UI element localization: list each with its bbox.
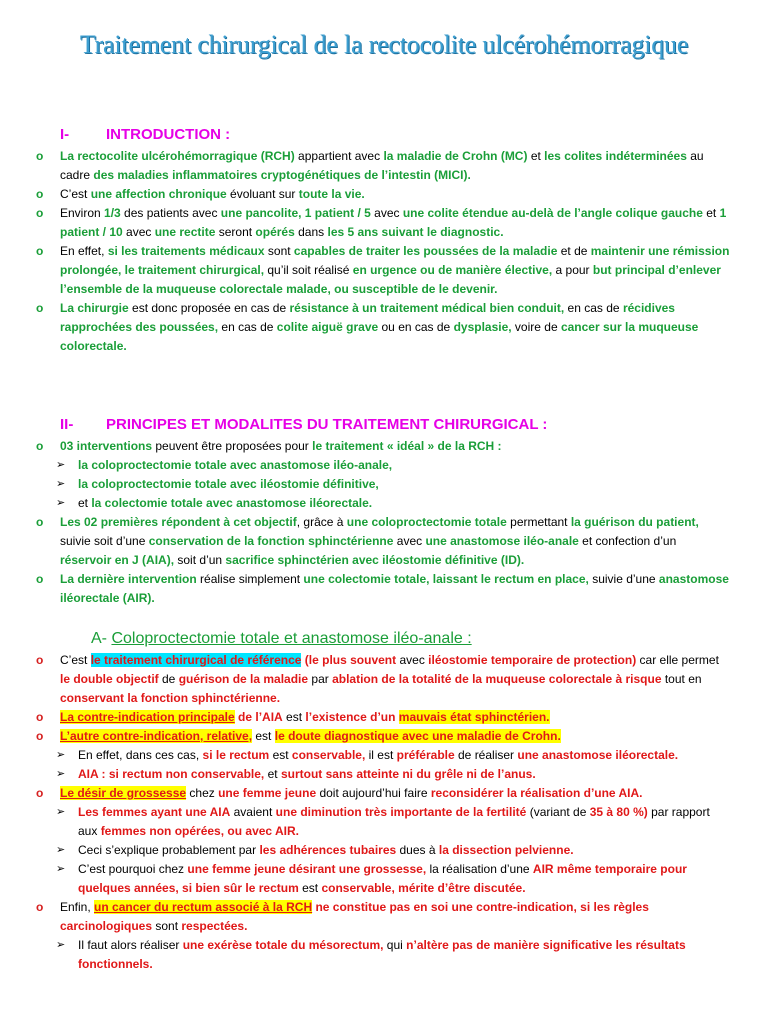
list-item: o La chirurgie est donc proposée en cas de résistance à un traitement médical bien conduit, en cas de récidives rapprochées des poussées, en cas de colite aiguë grave ou en cas de dysplasie, voire de cancer sur la muqueuse colorectale. xyxy=(36,301,699,353)
subsection-a-list xyxy=(0,651,768,974)
subsection-title: Coloproctectomie totale et anastomose iléo-anale : xyxy=(111,630,472,647)
subsection-heading-a xyxy=(91,630,472,648)
list-item: o La contre-indication principale de l’AIA est l’existence d’un mauvais état sphinctérien. xyxy=(0,708,768,727)
bullet-icon: o xyxy=(36,206,44,220)
bullet-icon: o xyxy=(36,653,44,667)
list-item: ➢ la coloproctectomie totale avec anastomose iléo-anale, xyxy=(0,456,768,475)
list-item: o En effet, si les traitements médicaux sont capables de traiter les poussées de la maladie et de maintenir une rémission prolongée, le traitement chirurgical, qu’il soit réalisé en urgence ou de manière élective, a pour but principal d’enlever l’ensemble de la muqueuse colorectale malade, ou susceptible de le devenir. xyxy=(36,244,730,296)
list-item: o Environ 1/3 des patients avec une pancolite, 1 patient / 5 avec une colite étendue au-delà de l’angle colique gauche et 1 patient / 10 avec une rectite seront opérés dans les 5 ans suivant le diagnostic. xyxy=(36,206,727,239)
section-title: INTRODUCTION : xyxy=(106,126,231,143)
section-heading-principes xyxy=(60,416,547,433)
arrow-bullet-icon: ➢ xyxy=(56,768,66,780)
list-item: ➢ Ceci s’explique probablement par les adhérences tubaires dues à la dissection pelvienne. xyxy=(0,841,768,860)
principes-list xyxy=(0,437,768,608)
bullet-icon: o xyxy=(36,244,44,258)
list-item: o Le désir de grossesse chez une femme jeune doit aujourd’hui faire reconsidérer la réalisation d’une AIA. xyxy=(0,784,768,803)
arrow-bullet-icon: ➢ xyxy=(56,939,66,951)
list-item: o 03 interventions peuvent être proposées pour le traitement « idéal » de la RCH : xyxy=(0,437,768,456)
list-item: o L’autre contre-indication, relative, est le doute diagnostique avec une maladie de Crohn. xyxy=(0,727,768,746)
bullet-icon: o xyxy=(36,710,44,724)
list-item: ➢ Les femmes ayant une AIA avaient une diminution très importante de la fertilité (variant de 35 à 80 %) par rapport aux femmes non opérées, ou avec AIR. xyxy=(56,805,710,838)
bullet-icon: o xyxy=(36,439,44,453)
bullet-icon: o xyxy=(36,515,44,529)
bullet-icon: o xyxy=(36,149,44,163)
arrow-bullet-icon: ➢ xyxy=(56,478,66,490)
section-number: I- xyxy=(60,126,70,143)
bullet-icon: o xyxy=(36,187,44,201)
subsection-number: A- xyxy=(91,630,107,647)
section-title: PRINCIPES ET MODALITES DU TRAITEMENT CHIRURGICAL : xyxy=(106,416,548,433)
arrow-bullet-icon: ➢ xyxy=(56,844,66,856)
list-item: ➢ la coloproctectomie totale avec iléostomie définitive, xyxy=(0,475,768,494)
section-heading-introduction xyxy=(60,126,230,143)
bullet-icon: o xyxy=(36,572,44,586)
bullet-icon: o xyxy=(36,786,44,800)
list-item: o C’est une affection chronique évoluant sur toute la vie. xyxy=(0,185,768,204)
list-item: ➢ AIA : si rectum non conservable, et surtout sans atteinte ni du grêle ni de l’anus. xyxy=(0,765,768,784)
list-item: o Enfin, un cancer du rectum associé à la RCH ne constitue pas en soi une contre-indication, si les règles carcinologiques sont respectées. xyxy=(36,900,649,933)
bullet-icon: o xyxy=(36,301,44,315)
bullet-icon: o xyxy=(36,729,44,743)
list-item: o La dernière intervention réalise simplement une colectomie totale, laissant le rectum en place, suivie d’une anastomose iléorectale (AIR). xyxy=(36,572,729,605)
list-item: ➢ et la colectomie totale avec anastomose iléorectale. xyxy=(0,494,768,513)
document-title: Traitement chirurgical de la rectocolite ulcérohémorragique xyxy=(79,30,689,59)
arrow-bullet-icon: ➢ xyxy=(56,497,66,509)
arrow-bullet-icon: ➢ xyxy=(56,863,66,875)
list-item: o La rectocolite ulcérohémorragique (RCH) appartient avec la maladie de Crohn (MC) et les colites indéterminées au cadre des maladies inflammatoires cryptogénétiques de l’intestin (MICI). xyxy=(36,149,704,182)
list-item: o C’est le traitement chirurgical de référence (le plus souvent avec iléostomie temporaire de protection) car elle permet le double objectif de guérison de la maladie par ablation de la totalité de la muqueuse colorectale à risque tout en conservant la fonction sphinctérienne. xyxy=(36,653,719,705)
arrow-bullet-icon: ➢ xyxy=(56,749,66,761)
arrow-bullet-icon: ➢ xyxy=(56,806,66,818)
list-item: ➢ Il faut alors réaliser une exérèse totale du mésorectum, qui n’altère pas de manière significative les résultats fonctionnels. xyxy=(56,938,686,971)
list-item: ➢ C’est pourquoi chez une femme jeune désirant une grossesse, la réalisation d’une AIR même temporaire pour quelques années, si bien sûr le rectum est conservable, mérite d’être discutée. xyxy=(56,862,687,895)
arrow-bullet-icon: ➢ xyxy=(56,459,66,471)
section-number: II- xyxy=(60,416,74,433)
bullet-icon: o xyxy=(36,900,44,914)
list-item: ➢ En effet, dans ces cas, si le rectum est conservable, il est préférable de réaliser une anastomose iléorectale. xyxy=(0,746,768,765)
list-item: o Les 02 premières répondent à cet objectif, grâce à une coloproctectomie totale permettant la guérison du patient, suivie soit d’une conservation de la fonction sphinctérienne avec une anastomose iléo-anale et confection d’un réservoir en J (AIA), soit d’un sacrifice sphinctérien avec iléostomie définitive (ID). xyxy=(36,515,699,567)
intro-list xyxy=(0,147,768,356)
